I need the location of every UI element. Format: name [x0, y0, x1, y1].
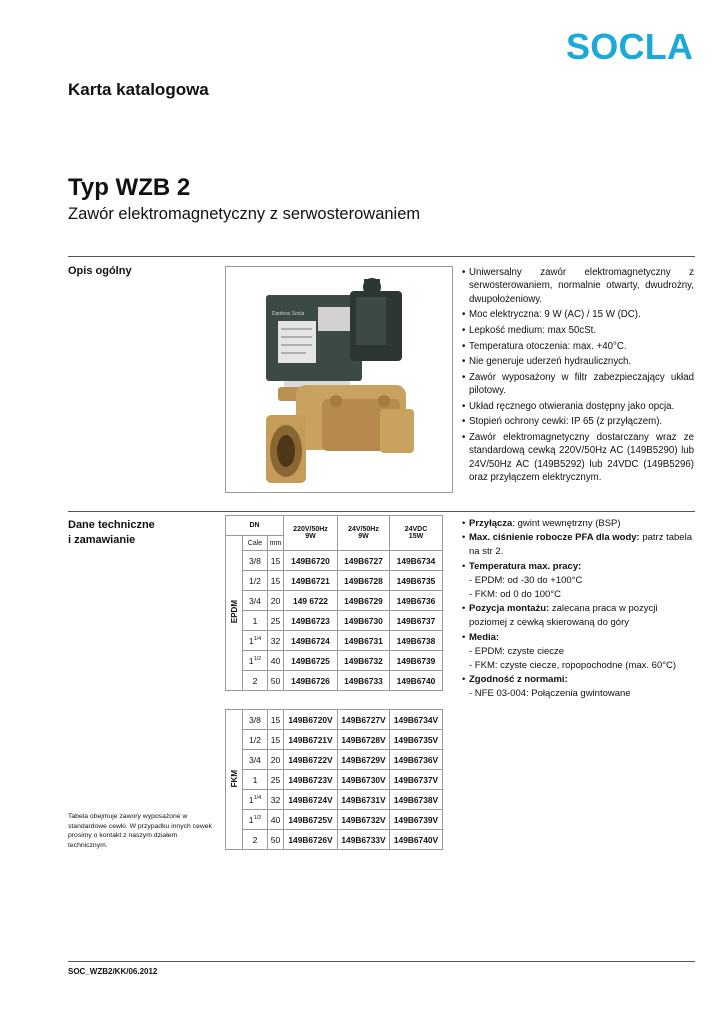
bullet-item: • Uniwersalny zawór elektromagnetyczny z serwosterowaniem, normalnie otwarty, dwudrożny, dwupołożeniowy.	[462, 266, 694, 306]
bullet-item: • Temperatura otoczenia: max. +40°C.	[462, 340, 694, 353]
bullet-item: • Moc elektryczna: 9 W (AC) / 15 W (DC).	[462, 308, 694, 321]
technical-label-line2: i zamawianie	[68, 534, 136, 546]
col-header-24vac: 24V/50Hz 9W	[338, 516, 390, 551]
spec-media-epdm: - EPDM: czyste ciecze	[469, 645, 565, 657]
spec-temperature: • Temperatura max. pracy:	[462, 560, 694, 574]
table-row: $1^{1/2}$ 40 149B6725V 149B6732V 149B6739V	[226, 810, 443, 830]
col-header-220v: 220V/50Hz 9W	[284, 516, 338, 551]
technical-specs	[462, 517, 694, 702]
spec-media-fkm: - FKM: czyste ciecze, ropopochodne (max. 60°C)	[469, 660, 677, 672]
spec-media: • Media:	[462, 631, 694, 645]
table-row: 3/4 20 149B6722V 149B6729V 149B6736V	[226, 750, 443, 770]
general-bullet-list	[462, 266, 694, 487]
bullet-item: • Lepkość medium: max 50cSt.	[462, 324, 694, 337]
table-row: $1^{1/2}$ 40 149B6725 149B6732 149B6739	[226, 651, 443, 671]
group-label-fkm: FKM	[226, 710, 243, 850]
bullet-item: • Układ ręcznego otwierania dostępny jako opcja.	[462, 400, 694, 413]
bullet-item: • Zawór elektromagnetyczny dostarczany wraz ze standardową cewką 220V/50Hz AC (149B5290) lub 24V/50Hz AC (149B5292) lub 24VDC (149B5296) oraz przyłączem elektrycznym.	[462, 431, 694, 485]
section-divider	[68, 511, 695, 512]
product-photo	[225, 266, 453, 493]
spec-temp-fkm: - FKM: od 0 do 100°C	[469, 589, 561, 601]
catalog-title: Karta katalogowa	[68, 80, 209, 99]
table-note: Tabela obejmuje zawory wyposażone w standardowe cewki. W przypadku innych cewek prosimy o kontakt z naszym działem technicznym.	[68, 813, 212, 849]
bullet-item: • Zawór wyposażony w filtr zabezpieczający układ pilotowy.	[462, 371, 694, 398]
table-row: 2 50 149B6726 149B6733 149B6740	[226, 671, 443, 691]
table-row: 1 25 149B6723V 149B6730V 149B6737V	[226, 770, 443, 790]
dn-header: DN	[226, 516, 284, 536]
spec-mounting: • Pozycja montażu: zalecana praca w pozycji poziomej z cewką skierowaną do góry	[462, 602, 694, 630]
spec-temp-epdm: - EPDM: od -30 do +100°C	[469, 574, 583, 586]
table-row: 2 50 149B6726V 149B6733V 149B6740V	[226, 830, 443, 850]
ordering-table	[225, 515, 443, 850]
table-row: 3/8 15 149B6720 149B6727 149B6734	[226, 551, 443, 571]
table-row: 1/2 15 149B6721V 149B6728V 149B6735V	[226, 730, 443, 750]
page-subtitle: Zawór elektromagnetyczny z serwosterowaniem	[68, 205, 421, 223]
spec-norms: • Zgodność z normami:	[462, 673, 694, 687]
sub-header-mm: mm	[268, 536, 284, 551]
bullet-item: • Stopień ochrony cewki: IP 65 (z przyłączem).	[462, 415, 694, 428]
table-row: 1/2 15 149B6721 149B6728 149B6735	[226, 571, 443, 591]
section-divider	[68, 256, 695, 257]
footer-divider	[68, 961, 695, 962]
table-row: $1^{1/4}$ 32 149B6724V 149B6731V 149B6738V	[226, 790, 443, 810]
footer-code: SOC_WZB2/KK/06.2012	[68, 967, 158, 976]
type-title: Typ WZB 2	[68, 174, 191, 201]
socla-logo	[566, 26, 696, 66]
table-row: $1^{1/4}$ 32 149B6724 149B6731 149B6738	[226, 631, 443, 651]
spec-pressure: • Max. ciśnienie robocze PFA dla wody: patrz tabela na str 2.	[462, 531, 694, 559]
spec-connections: • Przyłącza: gwint wewnętrzny (BSP)	[462, 517, 694, 531]
technical-label-line1: Dane techniczne	[68, 519, 155, 531]
coil-label-text: Danfoss Socla	[272, 311, 305, 317]
table-row: 1 25 149B6723 149B6730 149B6737	[226, 611, 443, 631]
sub-header-cale: Cale	[243, 536, 268, 551]
bullet-item: • Nie generuje uderzeń hydraulicznych.	[462, 355, 694, 368]
table-spacer	[226, 691, 443, 710]
technical-data-label	[68, 518, 155, 548]
col-header-24vdc: 24VDC 15W	[390, 516, 443, 551]
valve-illustration	[226, 267, 452, 492]
spec-norms-value: - NFE 03-004: Połączenia gwintowane	[469, 688, 631, 700]
group-label-epdm: EPDM	[226, 536, 243, 691]
table-row: FKM 3/8 15 149B6720V 149B6727V 149B6734V	[226, 710, 443, 730]
general-description-label: Opis ogólny	[68, 265, 132, 277]
table-row: 3/4 20 149 6722 149B6729 149B6736	[226, 591, 443, 611]
logo-text: SOCLA	[566, 26, 694, 66]
